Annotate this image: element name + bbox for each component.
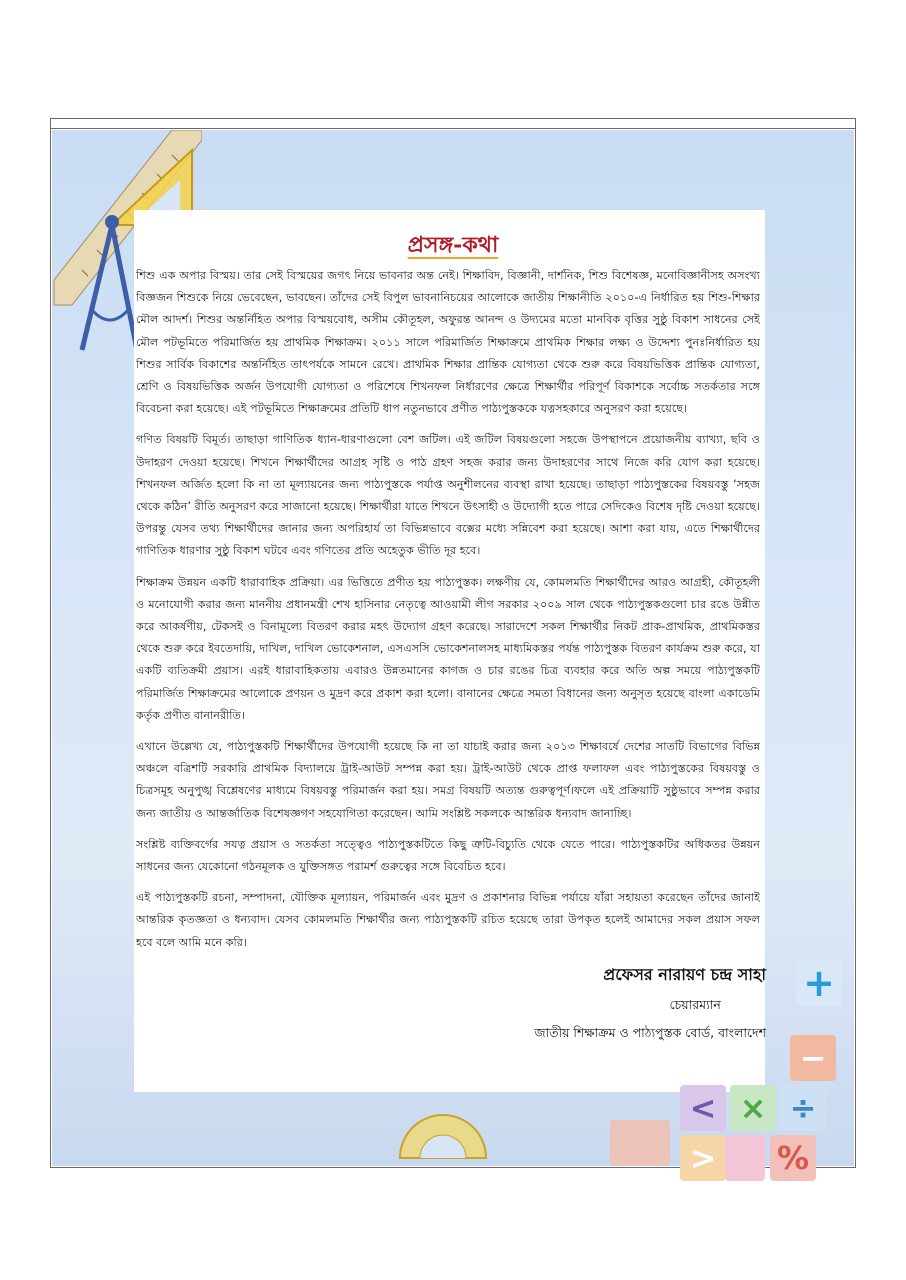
paragraph: এখানে উল্লেখ্য যে, পাঠ্যপুস্তকটি শিক্ষার্থীদের উপযোগী হয়েছে কি না তা যাচাই করার জন্য ২০১৩ শিক্ষাবর্ষে দেশের সাতটি বিভাগের বিভিন্ন অঞ্চলে বত্রিশটি সরকারি প্রাথমিক বিদ্যালয়ে ট্রাই-আউট সম্পন্ন করা হয়। ট্রাই-আউট থেকে প্রাপ্ত ফলাফল এবং পাঠ্যপুস্তকের বিষয়বস্তু ও চিত্রসমূহ অনুপুঙ্খ বিশ্লেষণের মাধ্যমে বিষয়বস্তু পরিমার্জন করা হয়। সমগ্র বিষয়টি অত্যন্ত গুরুত্বপূর্ণ।ফলে এই প্রক্রিয়াটি সুষ্ঠুভাবে সম্পন্ন করার জন্য জাতীয় ও আন্তর্জাতিক বিশেষজ্ঞগণ সহযোগিতা করেছেন। আমি সংশ্লিষ্ট সকলকে আন্তরিক ধন্যবাদ জানাচ্ছি। (136, 740, 760, 820)
plain-block (610, 1120, 670, 1166)
signatory-title: চেয়ারম্যান (669, 997, 721, 1012)
percent-block-icon: % (770, 1135, 816, 1181)
less-than-block-icon: < (680, 1085, 726, 1131)
paragraph: এই পাঠ্যপুস্তকটি রচনা, সম্পাদনা, যৌক্তিক মূল্যায়ন, পরিমার্জন এবং মুদ্রণ ও প্রকাশনার বিভিন্ন পর্যায়ে যাঁরা সহায়তা করেছেন তাঁদের জানাই আন্তরিক কৃতজ্ঞতা ও ধন্যবাদ। যেসব কোমলমতি শিক্ষার্থীর জন্য পাঠ্যপুস্তকটি রচিত হয়েছে তারা উপকৃত হলেই আমাদের সকল প্রয়াস সফল হবে বলে আমি মনে করি। (136, 891, 760, 949)
protractor-icon (398, 1112, 488, 1160)
divide-block-icon: ÷ (780, 1085, 826, 1131)
minus-block-icon: − (790, 1035, 836, 1081)
greater-than-block-icon: > (680, 1135, 726, 1181)
signatory-organization: জাতীয় শিক্ষাক্রম ও পাঠ্যপুস্তক বোর্ড, বাংলাদেশ (534, 1025, 766, 1040)
paragraph: গণিত বিষয়টি বিমূর্ত। তাছাড়া গাণিতিক ধ্যান-ধারণাগুলো বেশ জটিল। এই জটিল বিষয়গুলো সহজে উপস্থাপনে প্রয়োজনীয় ব্যাখ্যা, ছবি ও উদাহরণ দেওয়া হয়েছে। শিখনে শিক্ষার্থীদের আগ্রহ সৃষ্টি ও পাঠ গ্রহণ সহজ করার জন্য উদাহরণের সাথে নিজে করি যোগ করা হয়েছে। শিখনফল অর্জিত হলো কি না তা মূল্যায়নের জন্য পাঠ্যপুস্তকে পর্যাপ্ত অনুশীলনের ব্যবস্থা রাখা হয়েছে। তাছাড়া পাঠ্যপুস্তকের বিষয়বস্তু ‘সহজ থেকে কঠিন’ রীতি অনুসরণ করে সাজানো হয়েছে। শিক্ষার্থীরা যাতে শিখনে উৎসাহী ও উদ্যোগী হতে পারে সেদিকেও বিশেষ দৃষ্টি দেওয়া হয়েছে। উপরন্তু যেসব তথ্য শিক্ষার্থীদের জানার জন্য অপরিহার্য তা বিভিন্নভাবে বক্সের মধ্যে সন্নিবেশ করা হয়েছে। আশা করা যায়, এতে শিক্ষার্থীদের গাণিতিক ধারণার সুষ্ঠু বিকাশ ঘটবে এবং গণিতের প্রতি অহেতুক ভীতি দূর হবে। (136, 433, 760, 558)
paragraph: শিশু এক অপার বিস্ময়। তার সেই বিস্ময়ের জগৎ নিয়ে ভাবনার অন্ত নেই। শিক্ষাবিদ, বিজ্ঞানী, দার্শনিক, শিশু বিশেষজ্ঞ, মনোবিজ্ঞানীসহ অসংখ্য বিজ্ঞজন শিশুকে নিয়ে ভেবেছেন, ভাবছেন। তাঁদের সেই বিপুল ভাবনানিচয়ের আলোকে জাতীয় শিক্ষানীতি ২০১০-এ নির্ধারিত হয় শিশু-শিক্ষার মৌল আদর্শ। শিশুর অন্তর্নিহিত অপার বিস্ময়বোধ, অসীম কৌতূহল, অফুরন্ত আনন্দ ও উদ্যমের মতো মানবিক বৃত্তির সুষ্ঠু বিকাশ সাধনের সেই মৌল পটভূমিতে পরিমার্জিত হয় প্রাথমিক শিক্ষাক্রম। ২০১১ সালে পরিমার্জিত শিক্ষাক্রমে প্রাথমিক শিক্ষার লক্ষ্য ও উদ্দেশ্য পুনঃনির্ধারিত হয় শিশুর সার্বিক বিকাশের অন্তর্নিহিত তাৎপর্যকে সামনে রেখে। প্রাথমিক শিক্ষার প্রান্তিক যোগ্যতা থেকে শুরু করে বিষয়ভিত্তিক প্রান্তিক যোগ্যতা, শ্রেণি ও বিষয়ভিত্তিক অর্জন উপযোগী যোগ্যতা ও পরিশেষে শিখনফল নির্ধারণের ক্ষেত্রে শিক্ষার্থীর পরিপূর্ণ বিকাশকে সর্বোচ্চ সতর্কতার সঙ্গে বিবেচনা করা হয়েছে। এই পটভূমিতে শিক্ষাক্রমের প্রতিটি ধাপ নতুনভাবে প্রণীত পাঠ্যপুস্তককে যত্নসহকারে অনুসরণ করা হয়েছে। (136, 269, 760, 416)
trim-line (50, 128, 856, 129)
preface-body (136, 265, 760, 963)
signatory-name: প্রফেসর নারায়ণ চন্দ্র সাহা (603, 965, 766, 984)
multiply-block-icon: × (730, 1085, 776, 1131)
paragraph: সংশ্লিষ্ট ব্যক্তিবর্গের সযত্ন প্রয়াস ও সতর্কতা সত্ত্বেও পাঠ্যপুস্তকটিতে কিছু ত্রুটি-বিচ্যুতি থেকে যেতে পারে। পাঠ্যপুস্তকটির অধিকতর উন্নয়ন সাধনের জন্য যেকোনো গঠনমূলক ও যুক্তিসঙ্গত পরামর্শ গুরুত্বের সঙ্গে বিবেচিত হবে। (136, 837, 760, 874)
page-title: প্রসঙ্গ-কথা (407, 231, 499, 258)
plus-block-icon: + (796, 960, 842, 1006)
paragraph: শিক্ষাক্রম উন্নয়ন একটি ধারাবাহিক প্রক্রিয়া। এর ভিত্তিতে প্রণীত হয় পাঠ্যপুস্তক। লক্ষণীয় যে, কোমলমতি শিক্ষার্থীদের আরও আগ্রহী, কৌতূহলী ও মনোযোগী করার জন্য মাননীয় প্রধানমন্ত্রী শেখ হাসিনার নেতৃত্বে আওয়ামী লীগ সরকার ২০০৯ সাল থেকে পাঠ্যপুস্তকগুলো চার রঙে উন্নীত করে আকর্ষণীয়, টেকসই ও বিনামূল্যে বিতরণ করার মহৎ উদ্যোগ গ্রহণ করেছে। সারাদেশে সকল শিক্ষার্থীর নিকট প্রাক-প্রাথমিক, প্রাথমিকস্তর থেকে শুরু করে ইবতেদায়ি, দাখিল, দাখিল ভোকেশনাল, এসএসসি ভোকেশনালসহ মাধ্যমিকস্তর পর্যন্ত পাঠ্যপুস্তক বিতরণ কার্যক্রম শুরু করে, যা একটি ব্যতিক্রমী প্রয়াস। এরই ধারাবাহিকতায় এবারও উন্নতমানের কাগজ ও চার রঙের চিত্র ব্যবহার করে অতি অল্প সময়ে পাঠ্যপুস্তকটি পরিমার্জিত শিক্ষাক্রমের আলোকে প্রণয়ন ও মুদ্রণ করে প্রকাশ করা হলো। বানানের ক্ষেত্রে সমতা বিধানের জন্য অনুসৃত হয়েছে বাংলা একাডেমি কর্তৃক প্রণীত বানানরীতি। (136, 575, 760, 722)
plain-block (725, 1135, 765, 1181)
math-blocks-illustration (600, 955, 854, 1177)
